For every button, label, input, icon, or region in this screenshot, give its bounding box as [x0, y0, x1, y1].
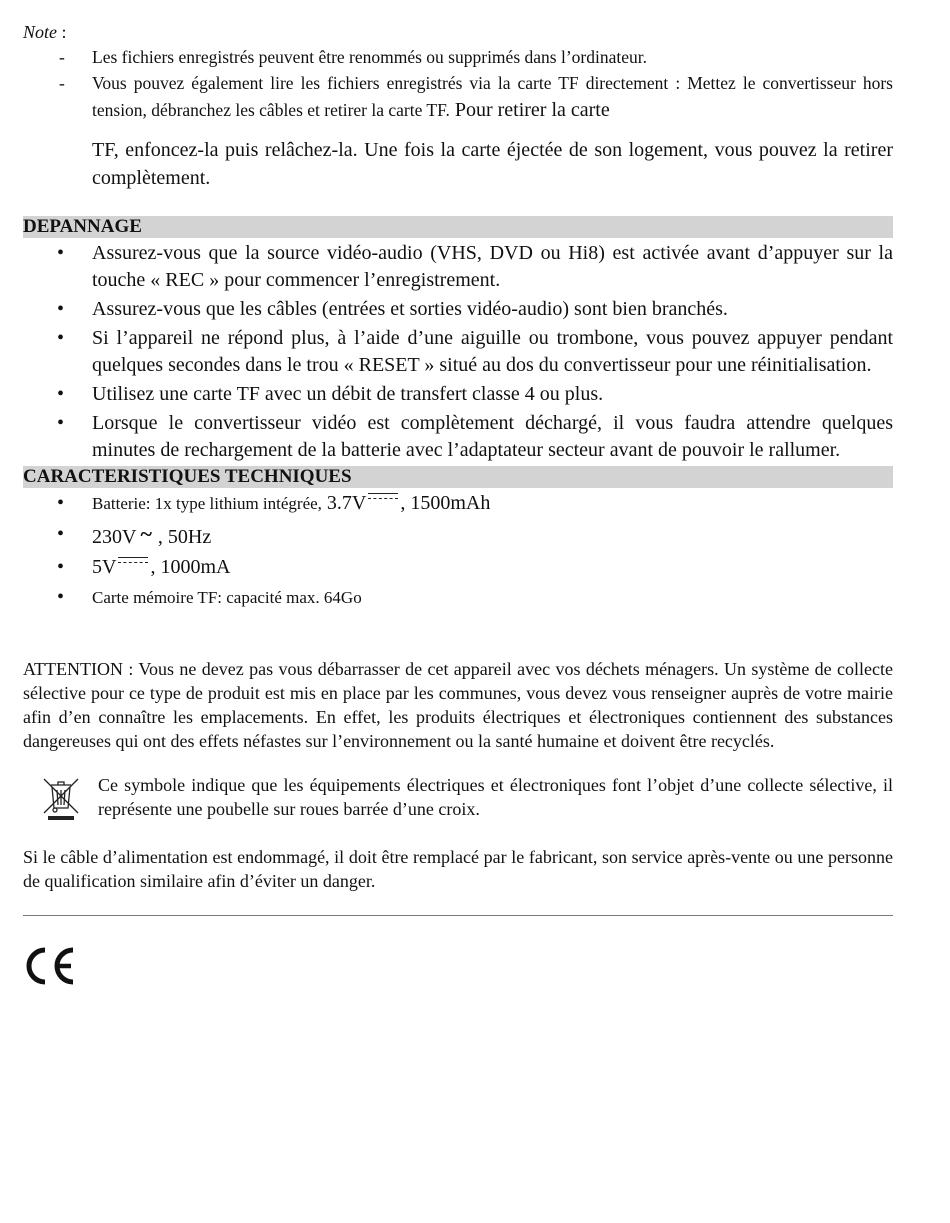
depannage-list — [23, 240, 893, 464]
cable-warning: Si le câble d’alimentation est endommagé, il doit être remplacé par le fabricant, son service après-vente ou une personne de qualification similaire afin d’éviter un danger. — [23, 847, 893, 891]
specs-heading: CARACTERISTIQUES TECHNIQUES — [23, 466, 893, 488]
crossed-out-wheelie-bin-icon — [38, 775, 84, 821]
manual-page — [23, 20, 893, 991]
attention-paragraph: ATTENTION : Vous ne devez pas vous débarrasser de cet appareil avec vos déchets ménagers. Un système de collecte sélective pour ce type de produit est mis en place par les communes, vous devez vous renseigner auprès de votre mairie afin d’en connaître les emplacements. En effet, les produits électriques et électroniques contiennent des substances dangereuses qui ont des effets néfastes sur l’environnement ou la santé humaine et doivent être recyclés. — [23, 659, 893, 751]
depannage-item: • Si l’appareil ne répond plus, à l’aide d’une aiguille ou trombone, vous pouvez appuyer pendant quelques secondes dans le trou « RESET » situé au dos du convertisseur pour une réinitialisation. — [23, 325, 893, 379]
depannage-heading: DEPANNAGE — [23, 216, 893, 238]
ce-mark-icon — [23, 946, 77, 986]
note-item: - Vous pouvez également lire les fichiers enregistrés via la carte TF directement : Mettez le convertisseur hors tension, débranchez les câbles et retirer la carte TF. Pour retirer la carte TF, enfoncez-la puis relâchez-la. Une fois la carte éjectée de son logement, vous pouvez la retirer complètement. — [59, 73, 893, 189]
spec-memory: • Carte mémoire TF: capacité max. 64Go — [23, 582, 893, 613]
divider — [23, 915, 893, 916]
dc-symbol-icon — [367, 491, 399, 503]
note-list — [23, 44, 893, 192]
depannage-item: • Assurez-vous que la source vidéo-audio (VHS, DVD ou Hi8) est activée avant d’appuyer sur la touche « REC » pour commencer l’enregistrement. — [23, 240, 893, 294]
ac-symbol-icon: ~ — [140, 521, 152, 546]
weee-text: Ce symbole indique que les équipements électriques et électroniques font l’objet d’une collecte sélective, il représente une poubelle sur roues barrée d’une croix. — [98, 775, 893, 819]
note-label: Note : — [23, 22, 67, 42]
depannage-item: • Utilisez une carte TF avec un débit de transfert classe 4 ou plus. — [23, 381, 893, 408]
spec-mains: • 230V ~ , 50Hz — [23, 519, 893, 552]
dc-symbol-icon — [117, 555, 149, 567]
spec-adapter: • 5V , 1000mA — [23, 552, 893, 582]
note-item: - Les fichiers enregistrés peuvent être renommés ou supprimés dans l’ordinateur. — [59, 47, 647, 67]
depannage-item: • Lorsque le convertisseur vidéo est complètement déchargé, il vous faudra attendre quelques minutes de rechargement de la batterie avec l’adaptateur secteur avant de pouvoir le rallumer. — [23, 410, 893, 464]
depannage-item: • Assurez-vous que les câbles (entrées et sorties vidéo-audio) sont bien branchés. — [23, 296, 893, 323]
specs-list — [23, 488, 893, 613]
spec-battery: • Batterie: 1x type lithium intégrée, 3.7V , 1500mAh — [23, 488, 893, 519]
weee-notice — [23, 773, 893, 821]
